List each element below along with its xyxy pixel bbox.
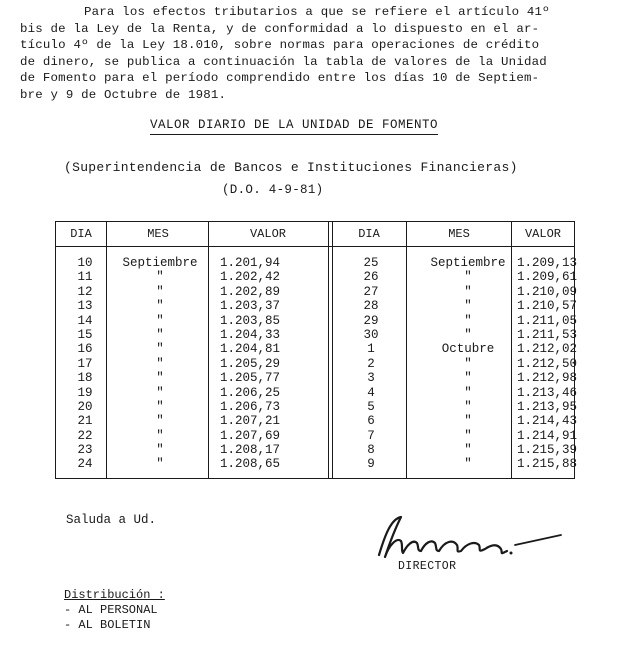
- distribution-block: [64, 588, 165, 633]
- table-cell: 21: [77, 414, 93, 429]
- header-mes-left: MES: [147, 227, 169, 241]
- header-mes-right: MES: [448, 227, 470, 241]
- table-cell: ": [156, 385, 164, 400]
- table-cell: 1.203,85: [220, 313, 281, 328]
- intro-line: tículo 4º de la Ley 18.010, sobre normas para operaciones de crédito: [20, 38, 540, 52]
- source-line: (Superintendencia de Bancos e Instituciones Financieras): [64, 160, 518, 175]
- table-cell: 1.207,21: [220, 414, 281, 429]
- table-cell: ": [156, 428, 164, 443]
- table-cell: 1.209,13: [517, 256, 578, 270]
- table-cell: 1: [367, 342, 375, 357]
- table-cell: 26: [363, 270, 379, 285]
- header-divider: [56, 246, 574, 247]
- column-divider: [332, 222, 333, 478]
- table-cell: ": [156, 299, 164, 314]
- table-cell: ": [464, 270, 472, 285]
- table-cell: 14: [77, 313, 93, 328]
- table-cell: 1.214,43: [517, 414, 578, 429]
- table-cell: ": [156, 399, 164, 414]
- table-cell: ": [464, 327, 472, 342]
- table-cell: ": [464, 299, 472, 314]
- table-cell: 1.208,65: [220, 457, 281, 472]
- closing-greeting: Saluda a Ud.: [66, 513, 157, 527]
- left-mes-column: [110, 256, 210, 472]
- table-cell: ": [464, 414, 472, 429]
- table-cell: 2: [367, 356, 375, 371]
- intro-line: bre y 9 de Octubre de 1981.: [20, 87, 227, 102]
- table-heading: VALOR DIARIO DE LA UNIDAD DE FOMENTO: [150, 118, 438, 135]
- table-cell: 20: [77, 399, 93, 414]
- intro-paragraph: [20, 4, 620, 103]
- table-cell: 1.206,73: [220, 399, 281, 414]
- table-cell: 1.212,98: [517, 371, 578, 386]
- table-cell: ": [464, 371, 472, 386]
- table-cell: ": [464, 399, 472, 414]
- table-cell: 22: [77, 428, 93, 443]
- table-cell: ": [156, 443, 164, 458]
- table-cell: 25: [363, 256, 379, 270]
- header-valor-left: VALOR: [249, 227, 286, 241]
- table-cell: 11: [77, 270, 93, 285]
- table-cell: 18: [77, 371, 93, 386]
- table-cell: 6: [367, 414, 375, 429]
- intro-line: Para los efectos tributarios a que se refiere el artículo 41º: [84, 5, 550, 19]
- table-cell: 1.210,57: [517, 299, 578, 314]
- table-cell: 1.210,09: [517, 284, 578, 299]
- table-cell: 16: [77, 342, 93, 357]
- table-cell: 1.209,61: [517, 270, 578, 285]
- header-dia-left: DIA: [70, 227, 92, 241]
- table-cell: ": [464, 356, 472, 371]
- header-dia-right: DIA: [358, 227, 380, 241]
- left-valor-column: [220, 256, 310, 472]
- table-cell: ": [464, 284, 472, 299]
- table-cell: ": [464, 457, 472, 472]
- table-cell: 9: [367, 457, 375, 472]
- left-dia-column: [60, 256, 110, 472]
- table-cell: 8: [367, 443, 375, 458]
- table-cell: 1.205,29: [220, 356, 281, 371]
- table-cell: ": [156, 327, 164, 342]
- table-cell: ": [464, 313, 472, 328]
- table-cell: ": [156, 313, 164, 328]
- table-cell: 3: [367, 371, 375, 386]
- table-cell: 1.202,42: [220, 270, 281, 285]
- uf-values-table: [55, 221, 578, 479]
- table-cell: Septiembre: [430, 256, 506, 270]
- right-valor-column: [517, 256, 578, 472]
- table-cell: Septiembre: [122, 256, 198, 270]
- table-cell: 13: [77, 299, 93, 314]
- table-cell: 1.215,88: [517, 457, 578, 472]
- table-cell: 1.204,81: [220, 342, 281, 357]
- table-cell: 1.213,46: [517, 385, 578, 400]
- table-cell: 4: [367, 385, 375, 400]
- distribution-item: - AL PERSONAL: [64, 603, 158, 617]
- table-cell: 19: [77, 385, 93, 400]
- table-cell: 23: [77, 443, 93, 458]
- distribution-item: - AL BOLETIN: [64, 618, 151, 632]
- table-cell: Octubre: [441, 342, 495, 357]
- table-cell: 1.206,25: [220, 385, 281, 400]
- table-cell: 17: [77, 356, 93, 371]
- table-cell: 5: [367, 399, 375, 414]
- official-gazette-ref: (D.O. 4-9-81): [222, 183, 324, 197]
- column-divider: [406, 222, 407, 478]
- table-cell: 1.212,50: [517, 356, 578, 371]
- table-cell: 1.208,17: [220, 443, 281, 458]
- table-cell: 1.205,77: [220, 371, 281, 386]
- table-cell: 28: [363, 299, 379, 314]
- table-cell: ": [156, 284, 164, 299]
- table-cell: 1.211,05: [517, 313, 578, 328]
- table-cell: 27: [363, 284, 379, 299]
- signer-title: DIRECTOR: [398, 560, 457, 573]
- table-cell: ": [156, 414, 164, 429]
- right-mes-column: [418, 256, 518, 472]
- table-cell: 1.214,91: [517, 428, 578, 443]
- table-cell: 1.215,39: [517, 443, 578, 458]
- intro-line: de Fomento para el período comprendido entre los días 10 de Septiem-: [20, 71, 540, 85]
- right-dia-column: [346, 256, 396, 472]
- table-cell: 15: [77, 327, 93, 342]
- distribution-title: Distribución :: [64, 588, 165, 602]
- table-cell: ": [156, 270, 164, 285]
- intro-line: bis de la Ley de la Renta, y de conformidad a lo dispuesto en el ar-: [20, 21, 540, 36]
- table-cell: 10: [77, 256, 93, 270]
- table-cell: ": [156, 457, 164, 472]
- table-cell: 1.201,94: [220, 256, 281, 270]
- table-cell: ": [156, 342, 164, 357]
- table-cell: 1.204,33: [220, 327, 281, 342]
- table-cell: ": [156, 356, 164, 371]
- table-cell: 24: [77, 457, 93, 472]
- intro-line: de dinero, se publica a continuación la tabla de valores de la Unidad: [20, 54, 547, 69]
- table-cell: ": [464, 385, 472, 400]
- table-cell: 30: [363, 327, 379, 342]
- table-cell: 1.212,02: [517, 342, 578, 357]
- table-cell: ": [156, 371, 164, 386]
- table-cell: 1.213,95: [517, 399, 578, 414]
- table-cell: ": [464, 428, 472, 443]
- handwritten-signature: [375, 515, 565, 563]
- table-cell: 1.211,53: [517, 327, 578, 342]
- header-valor-right: VALOR: [524, 227, 561, 241]
- table-cell: 1.207,69: [220, 428, 281, 443]
- table-cell: 1.203,37: [220, 299, 281, 314]
- table-cell: 7: [367, 428, 375, 443]
- column-divider: [328, 222, 329, 478]
- table-cell: ": [464, 443, 472, 458]
- table-cell: 29: [363, 313, 379, 328]
- table-cell: 12: [77, 284, 93, 299]
- table-cell: 1.202,89: [220, 284, 281, 299]
